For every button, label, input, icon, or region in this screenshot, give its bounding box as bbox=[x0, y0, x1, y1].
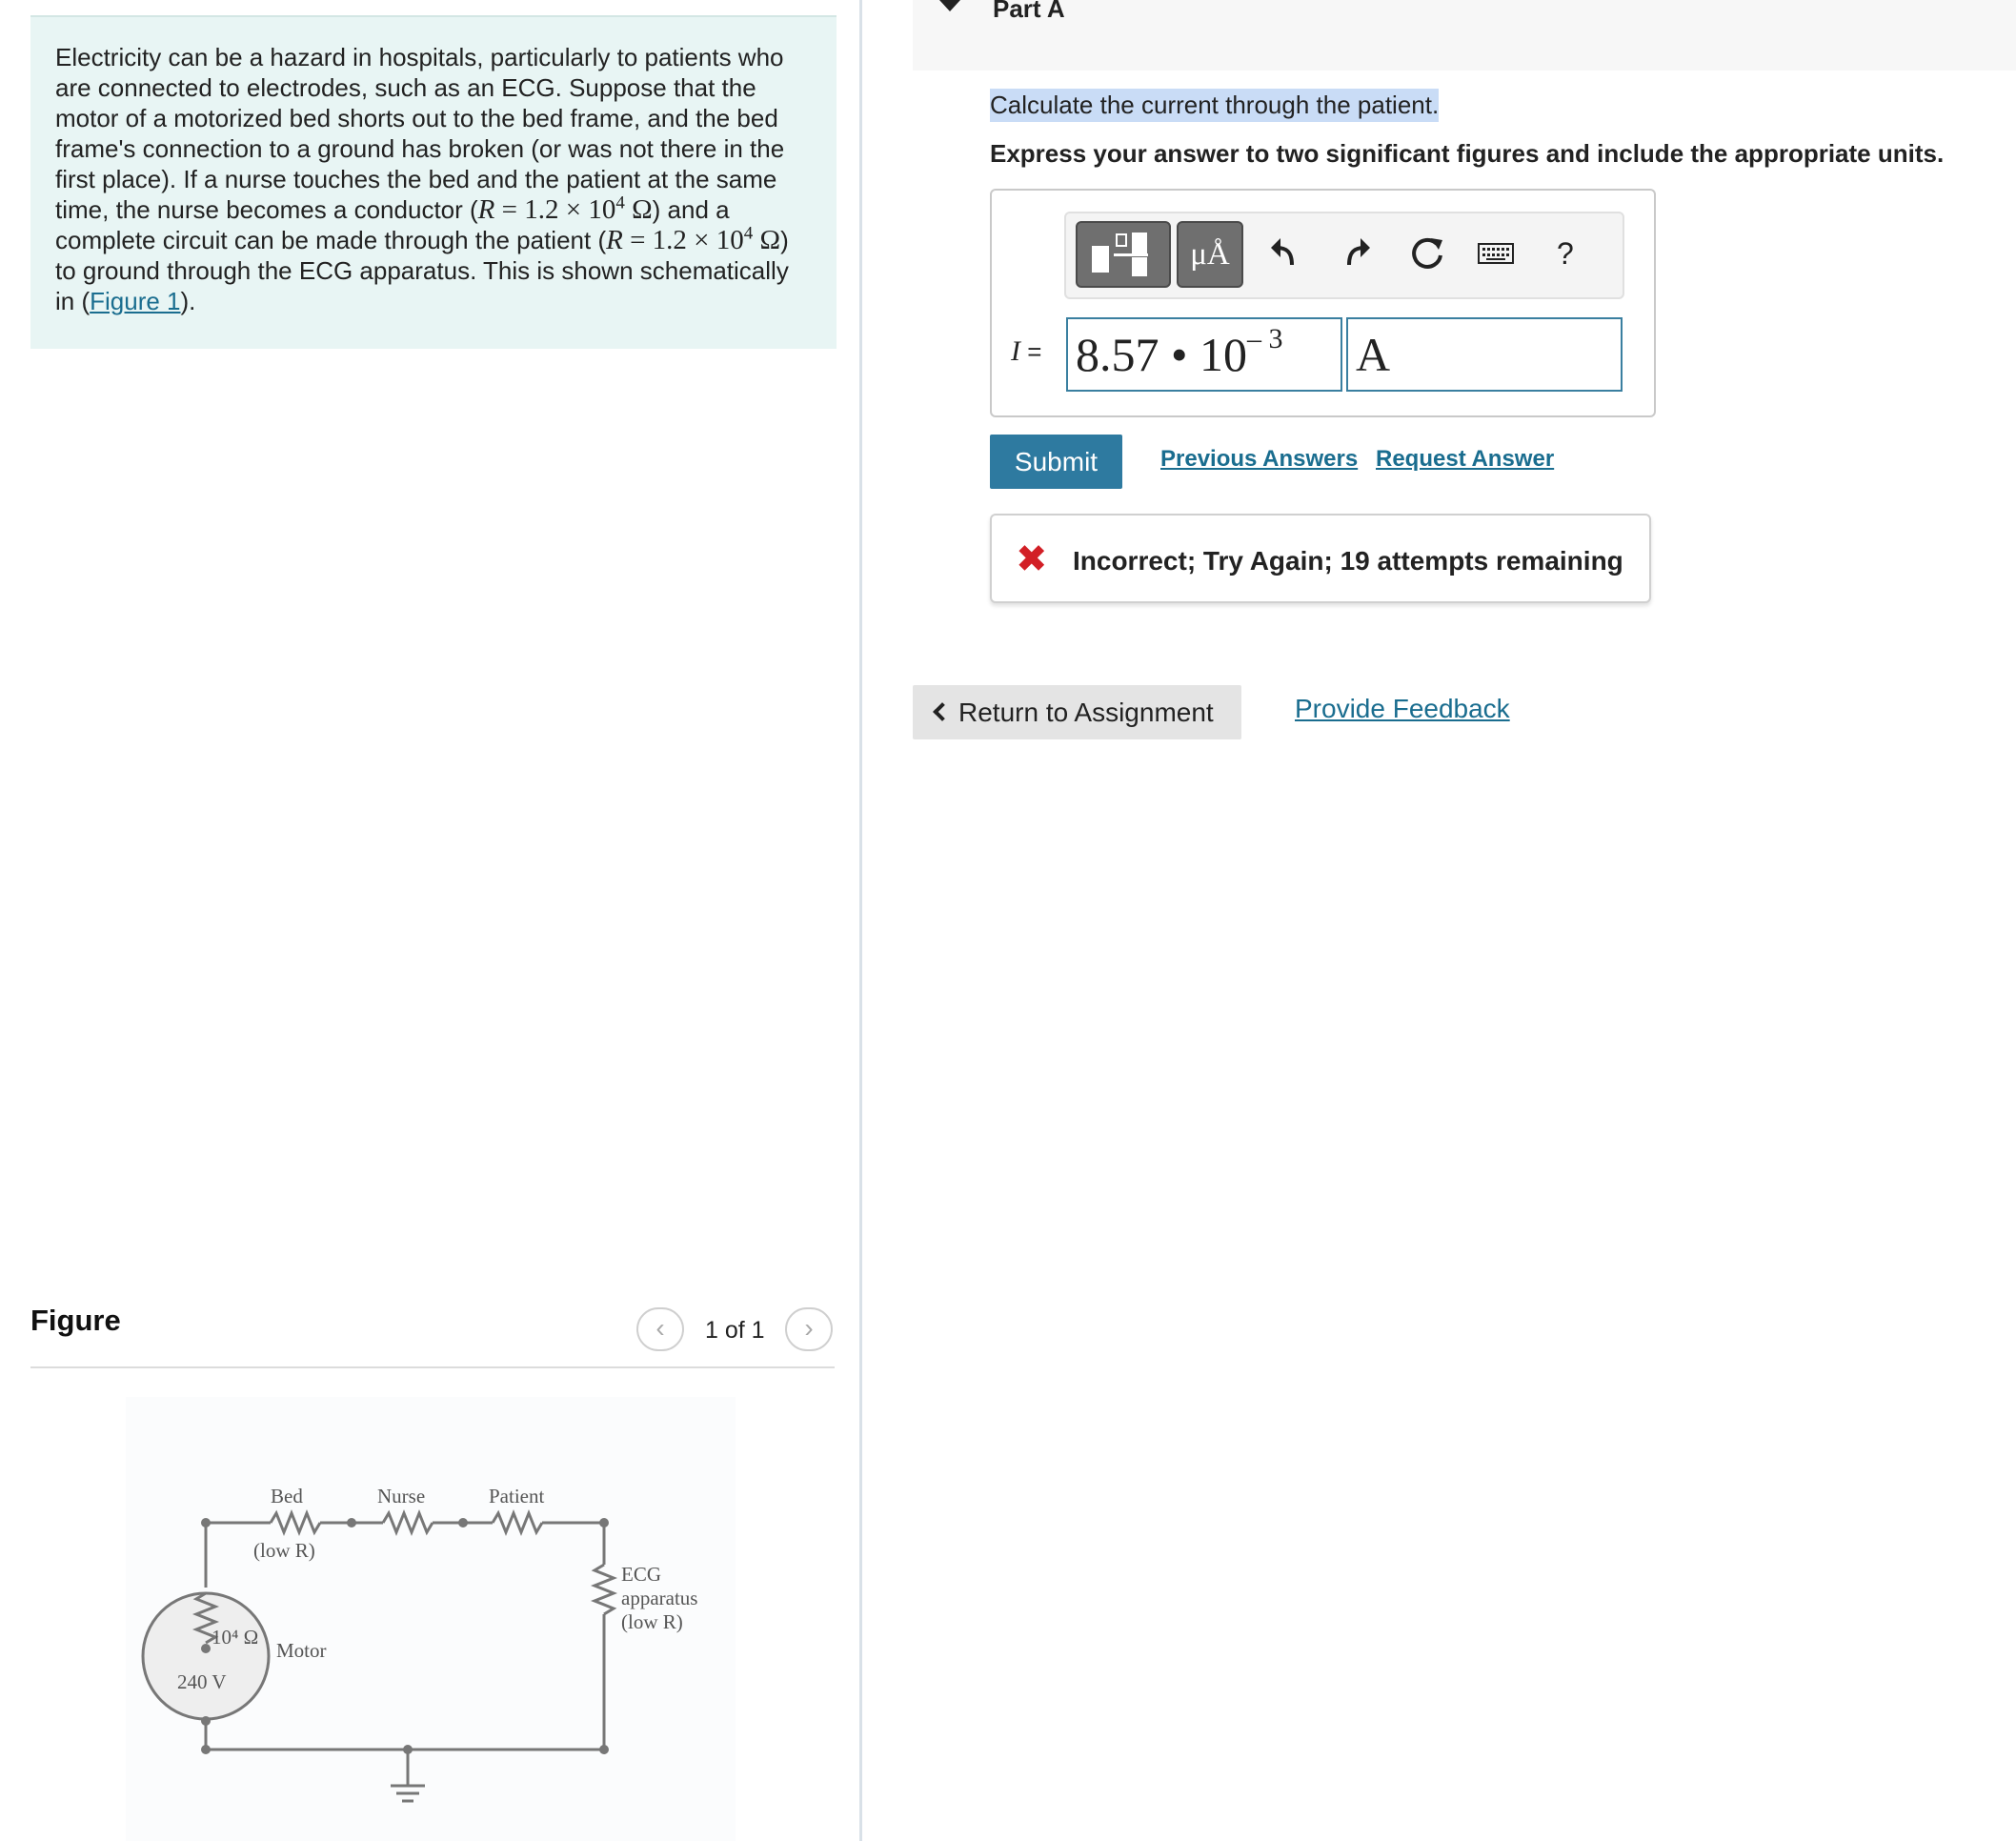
bed-resistor bbox=[271, 1513, 320, 1532]
keyboard-icon[interactable] bbox=[1477, 234, 1515, 281]
node-top-right bbox=[599, 1518, 609, 1527]
instruction-text: Express your answer to two significant figures and include the appropriate units. bbox=[990, 139, 1945, 168]
patient-resistor bbox=[493, 1513, 542, 1532]
figure-prev-button[interactable] bbox=[636, 1307, 684, 1351]
undo-icon[interactable] bbox=[1267, 234, 1301, 281]
column-divider bbox=[859, 0, 862, 1841]
submit-button[interactable]: Submit bbox=[990, 435, 1122, 489]
resistance-patient-unit: Ω bbox=[753, 225, 781, 255]
nurse-resistor bbox=[383, 1513, 433, 1532]
node-bed-nurse bbox=[347, 1518, 356, 1527]
node-bottom-left bbox=[201, 1745, 211, 1754]
node-nurse-patient bbox=[458, 1518, 468, 1527]
label-ecg-low-r: (low R) bbox=[621, 1610, 683, 1633]
resistance-patient-exp: 4 bbox=[743, 223, 754, 244]
templates-button[interactable] bbox=[1076, 221, 1171, 288]
feedback-message: Incorrect; Try Again; 19 attempts remaining bbox=[1073, 546, 1623, 576]
chevron-right-icon: › bbox=[804, 1313, 814, 1343]
circuit-figure bbox=[126, 1397, 736, 1841]
label-nurse: Nurse bbox=[377, 1485, 426, 1507]
request-answer-link[interactable]: Request Answer bbox=[1376, 446, 1555, 472]
figure-divider bbox=[30, 1366, 835, 1368]
problem-text-4: ). bbox=[180, 287, 196, 315]
label-voltage: 240 V bbox=[177, 1670, 227, 1693]
figure-page-count: 1 of 1 bbox=[705, 1317, 765, 1344]
problem-text-2: ) and a complete circuit can be made through the patient ( bbox=[55, 195, 730, 254]
figure-title: Figure bbox=[30, 1304, 121, 1337]
resistance-nurse-exp: 4 bbox=[615, 192, 625, 213]
label-bed-low-r: (low R) bbox=[253, 1539, 315, 1562]
problem-statement bbox=[30, 15, 837, 349]
previous-answers-link[interactable]: Previous Answers bbox=[1160, 446, 1359, 472]
caret-down-icon[interactable] bbox=[939, 0, 960, 11]
node-ground bbox=[403, 1745, 413, 1754]
input-label bbox=[1011, 335, 1041, 368]
value-input[interactable] bbox=[1066, 317, 1342, 392]
resistance-nurse-unit: Ω bbox=[624, 194, 653, 225]
node-motor-bottom bbox=[201, 1716, 211, 1726]
units-button[interactable]: μÅ bbox=[1177, 221, 1243, 288]
help-icon[interactable]: ? bbox=[1557, 236, 1574, 271]
label-patient: Patient bbox=[489, 1485, 545, 1507]
value-exponent: – 3 bbox=[1247, 323, 1283, 354]
value-mantissa: 8.57 • 10 bbox=[1076, 328, 1248, 381]
return-label: Return to Assignment bbox=[958, 698, 1214, 727]
circuit-diagram bbox=[126, 1397, 736, 1841]
figure-next-button[interactable] bbox=[785, 1307, 833, 1351]
incorrect-icon: ✖ bbox=[1016, 538, 1048, 580]
equals-sign: = bbox=[1020, 337, 1042, 366]
label-bed: Bed bbox=[271, 1485, 303, 1507]
label-motor-resistance: 10⁴ Ω bbox=[212, 1626, 259, 1649]
provide-feedback-link[interactable]: Provide Feedback bbox=[1295, 694, 1510, 723]
problem-text-3: ) to ground through the ECG apparatus. This is shown schematically in ( bbox=[55, 226, 789, 315]
label-motor: Motor bbox=[276, 1639, 327, 1662]
part-header[interactable] bbox=[913, 0, 2016, 71]
unit-input[interactable]: A bbox=[1346, 317, 1623, 392]
reset-icon[interactable] bbox=[1408, 234, 1446, 281]
return-to-assignment-button[interactable] bbox=[913, 685, 1241, 739]
question-text: Calculate the current through the patient. bbox=[990, 89, 1439, 122]
templates-icon bbox=[1078, 223, 1173, 290]
figure-link[interactable]: Figure 1 bbox=[90, 287, 181, 315]
label-ecg: ECG bbox=[621, 1563, 661, 1586]
ecg-resistor bbox=[595, 1565, 614, 1614]
node-motor-mid bbox=[201, 1644, 211, 1653]
node-bottom-right bbox=[599, 1745, 609, 1754]
resistance-patient: $R = 1.2 \times 10^4$ Ω bbox=[606, 223, 781, 255]
variable-i: I bbox=[1011, 335, 1020, 367]
chevron-left-icon bbox=[933, 702, 952, 721]
motor-circle bbox=[143, 1593, 269, 1719]
problem-text-1: Electricity can be a hazard in hospitals, particularly to patients who are connected to electrodes, such as an ECG. Suppose that the motor of a motorized bed shorts out to the bed frame, and the bed frame's connection to a ground has broken (or was not there in the first place). If a nurse touches the bed and the patient at the same time, the nurse becomes a conductor ( bbox=[55, 43, 785, 224]
resistance-nurse: $R = 1.2 \times 10^4$ Ω bbox=[477, 192, 653, 225]
node-top-left bbox=[201, 1518, 211, 1527]
redo-icon[interactable] bbox=[1340, 234, 1374, 281]
chevron-left-icon: ‹ bbox=[655, 1313, 665, 1343]
part-title: Part A bbox=[993, 0, 1065, 23]
label-ecg-apparatus: apparatus bbox=[621, 1587, 698, 1609]
